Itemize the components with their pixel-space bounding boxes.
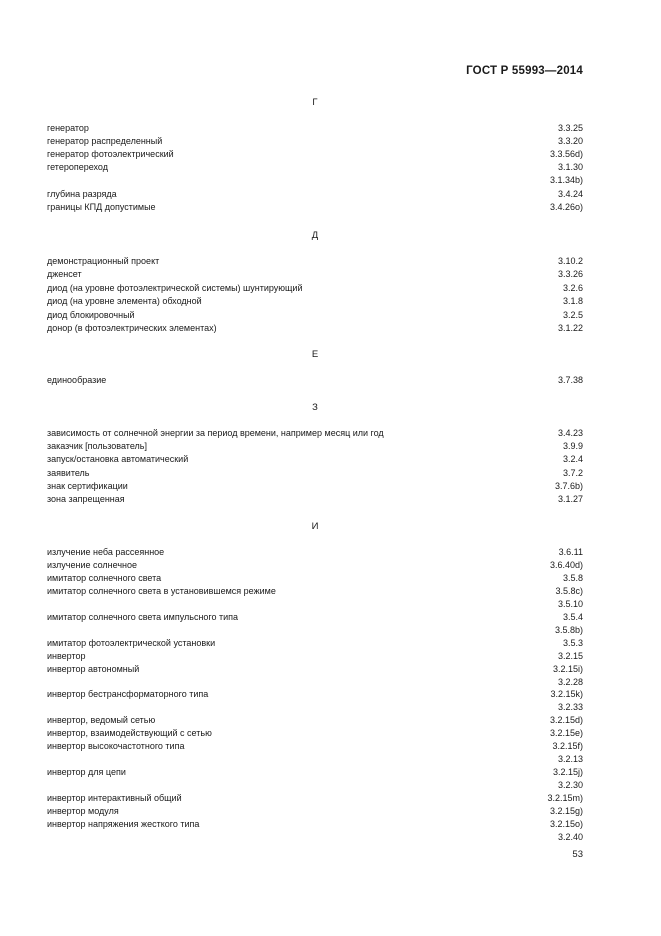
entry-reference: 3.7.2 bbox=[562, 467, 583, 478]
entry-term: зависимость от солнечной энергии за период времени, например месяц или год bbox=[47, 428, 384, 438]
entry-reference: 3.4.26o) bbox=[549, 201, 583, 212]
group-letter: И bbox=[311, 521, 319, 532]
entry-term: диод (на уровне фотоэлектрической системы) шунтирующий bbox=[47, 282, 303, 293]
entry-reference: 3.9.9 bbox=[562, 441, 583, 452]
index-entry bbox=[47, 598, 583, 611]
index-entry bbox=[47, 559, 583, 572]
entry-reference: 3.5.3 bbox=[562, 637, 583, 648]
entry-term: генератор bbox=[47, 123, 89, 133]
entry-term: запуск/остановка автоматический bbox=[47, 454, 189, 465]
index-entry bbox=[47, 663, 583, 676]
entry-reference: 3.1.30 bbox=[557, 162, 583, 173]
entry-reference: 3.10.2 bbox=[557, 256, 583, 266]
entry-reference: 3.2.13 bbox=[557, 754, 583, 765]
entry-reference: 3.5.8c) bbox=[555, 585, 583, 596]
entry-term: инвертор интерактивный общий bbox=[47, 793, 182, 804]
entry-term: заказчик [пользователь] bbox=[47, 441, 147, 452]
index-entry bbox=[47, 650, 583, 663]
entry-term: инвертор, взаимодействующий с сетью bbox=[47, 728, 212, 739]
index-entry bbox=[47, 174, 583, 187]
entry-reference: 3.5.10 bbox=[557, 598, 583, 609]
entry-reference: 3.5.8b) bbox=[554, 624, 583, 635]
entry-term: инвертор автономный bbox=[47, 663, 140, 674]
index-entry bbox=[47, 453, 583, 466]
entry-reference: 3.7.6b) bbox=[554, 480, 583, 491]
index-entry bbox=[47, 148, 583, 161]
entry-reference: 3.2.15m) bbox=[547, 793, 583, 804]
entry-term: инвертор напряжения жесткого типа bbox=[47, 818, 200, 829]
index-entry bbox=[47, 740, 583, 753]
entry-reference: 3.2.30 bbox=[557, 780, 583, 791]
entry-term: зона запрещенная bbox=[47, 494, 125, 504]
entry-term: диод блокировочный bbox=[47, 309, 135, 320]
entry-term: демонстрационный проект bbox=[47, 256, 160, 266]
index-entry bbox=[47, 766, 583, 779]
entry-term: излучение солнечное bbox=[47, 559, 138, 570]
entry-reference: 3.5.8 bbox=[562, 572, 583, 583]
index-entry bbox=[47, 714, 583, 727]
index-entry bbox=[47, 480, 583, 493]
entry-term: инвертор бестрансформаторного типа bbox=[47, 689, 209, 700]
index-entry bbox=[47, 818, 583, 831]
entry-reference: 3.2.15k) bbox=[550, 689, 583, 700]
entry-reference: 3.1.8 bbox=[562, 296, 583, 307]
index-entry bbox=[47, 161, 583, 174]
index-entry bbox=[47, 268, 583, 281]
index-entry bbox=[47, 637, 583, 650]
page-number: 53 bbox=[572, 849, 583, 860]
index-entry bbox=[47, 611, 583, 624]
index-entry bbox=[47, 201, 583, 214]
index-entry bbox=[47, 572, 583, 585]
entry-reference: 3.2.4 bbox=[562, 454, 583, 465]
index-entry bbox=[47, 805, 583, 818]
entry-reference: 3.2.28 bbox=[557, 676, 583, 687]
index-entry bbox=[47, 676, 583, 689]
entry-term: излучение неба рассеянное bbox=[47, 547, 165, 557]
index-entry bbox=[47, 322, 583, 335]
entry-reference: 3.5.4 bbox=[562, 611, 583, 622]
index-entry bbox=[47, 135, 583, 148]
entry-term: инвертор модуля bbox=[47, 806, 119, 816]
entry-reference: 3.1.22 bbox=[557, 323, 583, 333]
entry-reference: 3.2.33 bbox=[557, 702, 583, 713]
entry-reference: 3.2.15f) bbox=[552, 741, 583, 752]
index-entry bbox=[47, 792, 583, 805]
index-entry bbox=[47, 427, 583, 440]
entry-reference: 3.4.24 bbox=[557, 188, 583, 199]
entry-reference: 3.2.15e) bbox=[549, 728, 583, 739]
entry-reference: 3.2.15d) bbox=[549, 715, 583, 726]
entry-term: инвертор высокочастотного типа bbox=[47, 741, 185, 752]
index-entry bbox=[47, 493, 583, 506]
index-entry bbox=[47, 295, 583, 308]
index-entry bbox=[47, 831, 583, 844]
index-entry bbox=[47, 309, 583, 322]
entry-term: генератор распределенный bbox=[47, 136, 163, 147]
entry-term: генератор фотоэлектрический bbox=[47, 149, 174, 160]
index-entry bbox=[47, 467, 583, 480]
document-header: ГОСТ Р 55993—2014 bbox=[466, 65, 583, 77]
entry-reference: 3.3.25 bbox=[557, 123, 583, 133]
index-entry bbox=[47, 701, 583, 714]
entry-reference: 3.1.34b) bbox=[549, 175, 583, 186]
entry-term: инвертор bbox=[47, 650, 86, 661]
entry-reference: 3.6.11 bbox=[558, 547, 583, 557]
entry-reference: 3.7.38 bbox=[557, 375, 583, 385]
group-letter: Г bbox=[312, 97, 318, 108]
entry-reference: 3.3.56d) bbox=[549, 149, 583, 160]
entry-term: инвертор, ведомый сетью bbox=[47, 715, 156, 726]
entry-reference: 3.2.15i) bbox=[552, 663, 583, 674]
entry-reference: 3.2.15g) bbox=[549, 806, 583, 816]
entry-term: имитатор солнечного света в установившемся режиме bbox=[47, 585, 276, 596]
entry-term: знак сертификации bbox=[47, 480, 128, 491]
entry-term: диод (на уровне элемента) обходной bbox=[47, 296, 202, 307]
group-letter: Е bbox=[311, 349, 319, 360]
entry-term: имитатор солнечного света bbox=[47, 572, 162, 583]
entry-reference: 3.3.26 bbox=[557, 269, 583, 280]
group-letter: З bbox=[312, 402, 318, 413]
index-entry bbox=[47, 546, 583, 559]
entry-term: границы КПД допустимые bbox=[47, 201, 156, 212]
entry-term: имитатор солнечного света импульсного типа bbox=[47, 611, 239, 622]
index-entry bbox=[47, 188, 583, 201]
index-entry bbox=[47, 374, 583, 387]
entry-term: заявитель bbox=[47, 467, 90, 478]
entry-term: донор (в фотоэлектрических элементах) bbox=[47, 323, 217, 333]
entry-reference: 3.2.5 bbox=[562, 309, 583, 320]
entry-term: инвертор для цепи bbox=[47, 767, 126, 778]
entry-reference: 3.6.40d) bbox=[549, 559, 583, 570]
entry-reference: 3.4.23 bbox=[557, 428, 583, 438]
entry-term: единообразие bbox=[47, 375, 107, 385]
index-entry bbox=[47, 440, 583, 453]
index-entry bbox=[47, 688, 583, 701]
index-entry bbox=[47, 122, 583, 135]
index-entry bbox=[47, 585, 583, 598]
entry-reference: 3.2.15 bbox=[557, 650, 583, 661]
entry-reference: 3.3.20 bbox=[557, 136, 583, 147]
index-entry bbox=[47, 727, 583, 740]
entry-reference: 3.2.15o) bbox=[549, 818, 583, 829]
entry-term: дженсет bbox=[47, 269, 82, 280]
entry-reference: 3.2.40 bbox=[557, 831, 583, 842]
index-entry bbox=[47, 282, 583, 295]
entry-reference: 3.2.15j) bbox=[552, 767, 583, 778]
entry-term: гетеропереход bbox=[47, 162, 108, 173]
entry-reference: 3.1.27 bbox=[557, 494, 583, 504]
entry-term: имитатор фотоэлектрической установки bbox=[47, 637, 216, 648]
index-entry bbox=[47, 255, 583, 268]
index-entry bbox=[47, 624, 583, 637]
entry-term: глубина разряда bbox=[47, 188, 117, 199]
index-entry bbox=[47, 753, 583, 766]
entry-reference: 3.2.6 bbox=[562, 282, 583, 293]
group-letter: Д bbox=[311, 230, 319, 241]
index-entry bbox=[47, 779, 583, 792]
